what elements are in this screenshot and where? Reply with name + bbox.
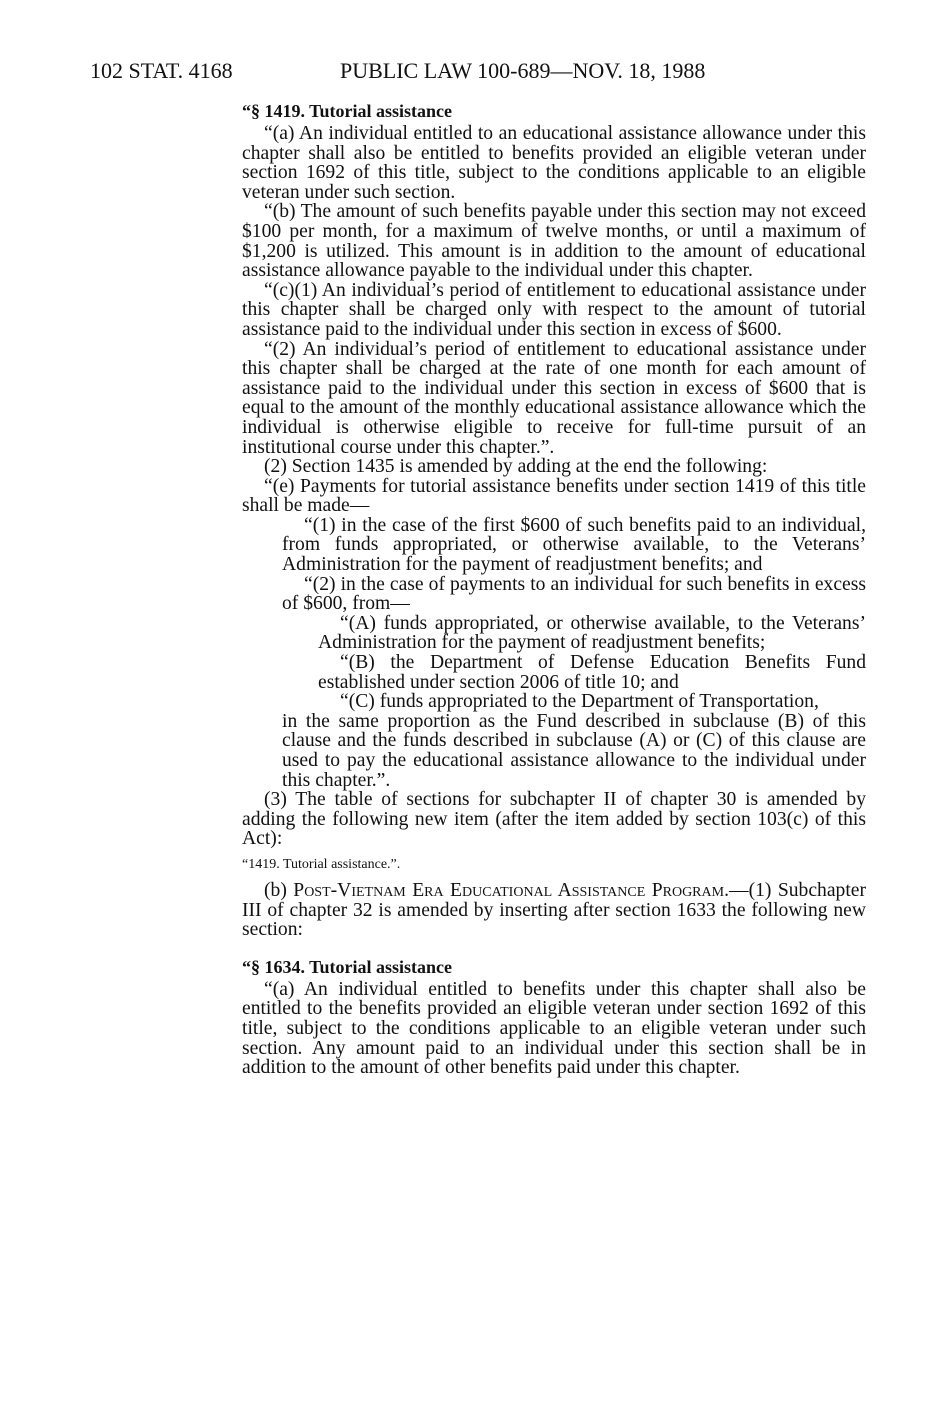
subclause-e2-a: “(A) funds appropriated, or otherwise available, to the Veterans’ Administration for the payment of readjustment benefits; [318,612,866,654]
subsection-b-caption: Post-Vietnam Era Educational Assistance Program. [293,879,729,901]
paragraph-1419-a: “(a) An individual entitled to an educational assistance allowance under this chapter shall also be entitled to benefits provided an eligible veteran under section 1692 of this title, subject to the conditions applicable to an eligible veteran under such section. [242,123,866,203]
paragraph-1419-c2: “(2) An individual’s period of entitlement to educational assistance under this chapter shall be charged at the rate of one month for each amount of assistance paid to the individual under this section in excess of $600 that is equal to the amount of the monthly educational assistance allowance which the individual is otherwise eligible to receive for full-time pursuit of an institutional course under this chapter.”. [242,338,866,458]
clause-e1: “(1) in the case of the first $600 of such benefits paid to an individual, from funds appropriated, or otherwise available, to the Veterans’ Administration for the payment of readjustment benefits; and [282,514,866,576]
section-1634-heading: “§ 1634. Tutorial assistance [242,956,453,977]
subclause-e2-b: “(B) the Department of Defense Education Benefits Fund established under section 2006 of title 10; and [318,652,866,693]
document-body [242,98,866,1078]
paragraph-1419-b: “(b) The amount of such benefits payable under this section may not exceed $100 per month, for a maximum of twelve months, or until a maximum of $1,200 is utilized. This amount is in addition to the amount of educational assistance allowance payable to the individual under this chapter. [242,201,866,282]
subsection-b-text: —(1) Subchapter III of chapter 32 is amended by inserting after section 1633 the following new section: [242,879,867,941]
subsection-b-label: (b) [264,879,294,901]
paragraph-1419-c1: “(c)(1) An individual’s period of entitlement to educational assistance under this chapter shall be charged only with respect to the amount of tutorial assistance paid to the individual under this section in excess of $600. [242,279,866,340]
paragraph-1435-e: “(e) Payments for tutorial assistance benefits under section 1419 of this title shall be made— [242,475,866,517]
public-law-title: PUBLIC LAW 100-689—NOV. 18, 1988 [340,58,706,83]
clause-e2: “(2) in the case of payments to an individual for such benefits in excess of $600, from— [282,573,866,615]
clause-e2-tail: in the same proportion as the Fund described in subclause (B) of this clause and the funds described in subclause (A) or (C) of this clause are used to pay the educational assistance allowance to the individual under this chapter.”. [282,710,866,791]
paragraph-1634-a: “(a) An individual entitled to benefits under this chapter shall also be entitled to the benefits provided an eligible veteran under section 1692 of this title, subject to the conditions applicable to an eligible veteran under such section. Any amount paid to an individual under this section shall be in addition to the amount of other benefits paid under this chapter. [242,978,866,1079]
section-1419-heading: “§ 1419. Tutorial assistance [242,101,453,121]
table-of-sections-item: “1419. Tutorial assistance.”. [242,856,401,872]
paragraph-amendment-2: (2) Section 1435 is amended by adding at the end the following: [264,456,768,478]
page-header [90,58,870,90]
statute-page-number: 102 STAT. 4168 [90,58,233,83]
subsection-b-post-vietnam [242,881,866,940]
paragraph-amendment-3: (3) The table of sections for subchapter II of chapter 30 is amended by adding the following new item (after the item added by section 103(c) of this Act): [242,789,866,850]
subclause-e2-c: “(C) funds appropriated to the Department of Transportation, [340,691,819,713]
